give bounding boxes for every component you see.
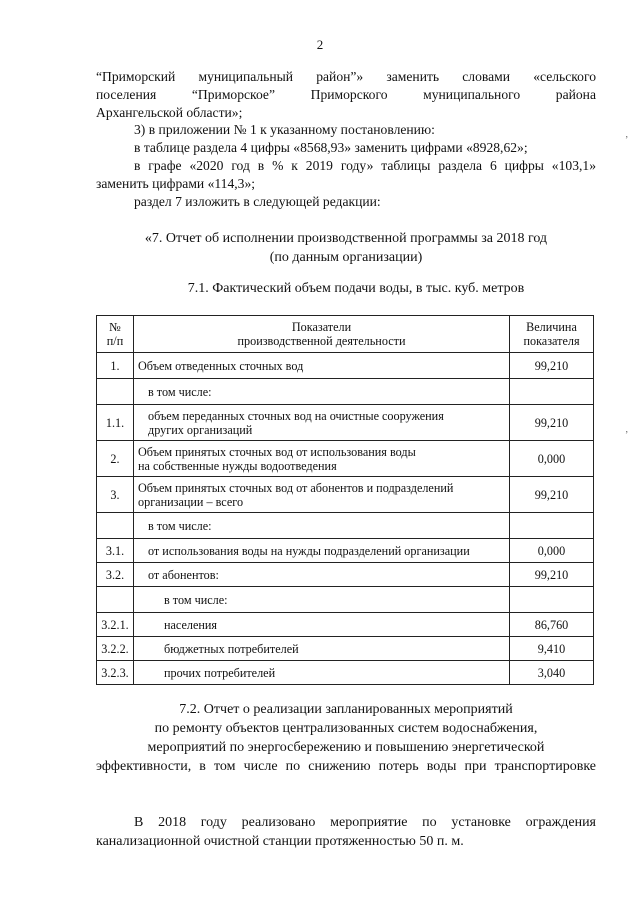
row-indicator: бюджетных потребителей bbox=[134, 637, 510, 661]
intro-text bbox=[96, 68, 596, 210]
section-7-heading bbox=[96, 229, 596, 267]
intro-line: заменить цифрами «114,3»; bbox=[96, 175, 256, 191]
row-indicator: в том числе: bbox=[134, 587, 510, 613]
row-number: 2. bbox=[97, 441, 134, 477]
row-value: 0,000 bbox=[510, 539, 594, 563]
table-row bbox=[97, 563, 594, 587]
row-value: 0,000 bbox=[510, 441, 594, 477]
section-7-2-line: 7.2. Отчет о реализации запланированных мероприятий bbox=[179, 702, 513, 717]
intro-line: в таблице раздела 4 цифры «8568,93» заменить цифрами «8928,62»; bbox=[134, 140, 528, 156]
row-indicator: от использования воды на нужды подразделений организации bbox=[134, 539, 510, 563]
page-number: 2 bbox=[316, 37, 324, 52]
row-number: 3.2. bbox=[97, 563, 134, 587]
section-7-2-line: мероприятий по энергосбережению и повышению энергетической bbox=[147, 740, 545, 755]
section-7-1-heading: 7.1. Фактический объем подачи воды, в тыс. куб. метров bbox=[187, 281, 525, 296]
intro-line: Архангельской области»; bbox=[96, 104, 243, 120]
margin-mark: , bbox=[625, 424, 628, 435]
row-number: 3. bbox=[97, 477, 134, 513]
table-row bbox=[97, 441, 594, 477]
intro-line: поселения “Приморское” Приморского муниципального района bbox=[96, 86, 596, 102]
row-value: 99,210 bbox=[510, 477, 594, 513]
row-indicator: Объем отведенных сточных вод bbox=[134, 353, 510, 379]
row-indicator: Объем принятых сточных вод от использования воды на собственные нужды водоотведения bbox=[134, 441, 510, 477]
table-row bbox=[97, 477, 594, 513]
report-table bbox=[96, 315, 594, 685]
row-value: 3,040 bbox=[510, 661, 594, 685]
final-line: канализационной очистной станции протяженностью 50 п. м. bbox=[96, 834, 464, 849]
section-7-2-heading bbox=[96, 700, 596, 776]
intro-line: 3) в приложении № 1 к указанному постановлению: bbox=[134, 122, 435, 138]
row-number: 3.2.3. bbox=[97, 661, 134, 685]
table-row bbox=[97, 513, 594, 539]
row-value: 99,210 bbox=[510, 405, 594, 441]
row-indicator: от абонентов: bbox=[134, 563, 510, 587]
row-value: 99,210 bbox=[510, 353, 594, 379]
row-number: 3.2.2. bbox=[97, 637, 134, 661]
section-7-2-line: эффективности, в том числе по снижению потерь воды при транспортировке bbox=[96, 759, 596, 774]
row-number: 3.1. bbox=[97, 539, 134, 563]
row-indicator: прочих потребителей bbox=[134, 661, 510, 685]
row-number bbox=[97, 379, 134, 405]
row-number bbox=[97, 513, 134, 539]
row-value bbox=[510, 587, 594, 613]
intro-line: раздел 7 изложить в следующей редакции: bbox=[134, 193, 381, 209]
row-indicator: в том числе: bbox=[134, 513, 510, 539]
header-indicator: Показатели производственной деятельности bbox=[134, 316, 510, 353]
table-row bbox=[97, 539, 594, 563]
intro-line: в графе «2020 год в % к 2019 году» таблицы раздела 6 цифры «103,1» bbox=[134, 157, 596, 173]
row-indicator: в том числе: bbox=[134, 379, 510, 405]
table-row bbox=[97, 587, 594, 613]
row-value: 9,410 bbox=[510, 637, 594, 661]
row-number: 1. bbox=[97, 353, 134, 379]
table-header-row bbox=[97, 316, 594, 353]
row-indicator: Объем принятых сточных вод от абонентов и подразделений организации – всего bbox=[134, 477, 510, 513]
row-value bbox=[510, 513, 594, 539]
header-value: Величина показателя bbox=[510, 316, 594, 353]
final-line: В 2018 году реализовано мероприятие по установке ограждения bbox=[134, 815, 596, 830]
table-row bbox=[97, 637, 594, 661]
header-num: № п/п bbox=[97, 316, 134, 353]
table-row bbox=[97, 379, 594, 405]
row-value: 99,210 bbox=[510, 563, 594, 587]
row-number bbox=[97, 587, 134, 613]
section-7-subtitle: (по данным организации) bbox=[269, 250, 423, 265]
section-7-title: «7. Отчет об исполнении производственной программы за 2018 год bbox=[144, 231, 548, 246]
table-row bbox=[97, 353, 594, 379]
table-row bbox=[97, 613, 594, 637]
row-indicator: объем переданных сточных вод на очистные сооружения других организаций bbox=[134, 405, 510, 441]
row-number: 3.2.1. bbox=[97, 613, 134, 637]
row-value: 86,760 bbox=[510, 613, 594, 637]
section-7-2-line: по ремонту объектов централизованных систем водоснабжения, bbox=[154, 721, 538, 736]
row-value bbox=[510, 379, 594, 405]
margin-mark: , bbox=[625, 129, 628, 140]
table-row bbox=[97, 661, 594, 685]
table-row bbox=[97, 405, 594, 441]
intro-line: “Приморский муниципальный район”» заменить словами «сельского bbox=[96, 69, 596, 84]
final-paragraph bbox=[96, 813, 596, 851]
row-number: 1.1. bbox=[97, 405, 134, 441]
row-indicator: населения bbox=[134, 613, 510, 637]
